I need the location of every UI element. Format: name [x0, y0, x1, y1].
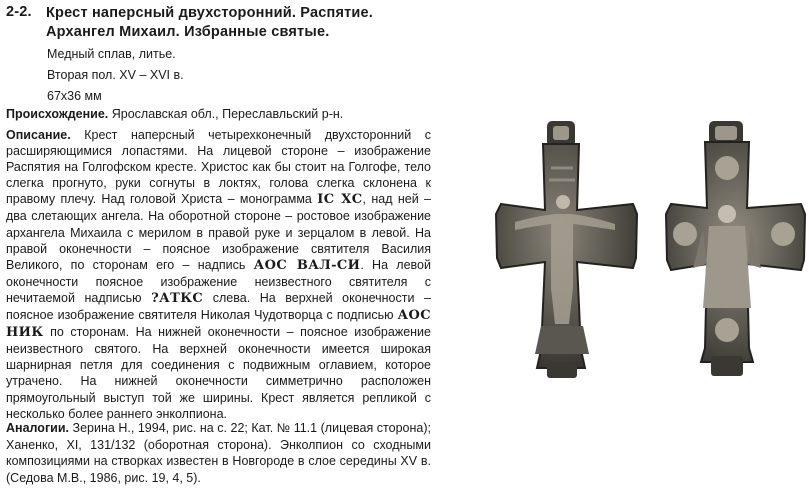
inscription-monogram: ІС ХС [317, 192, 363, 208]
analogies-label: Аналогии. [6, 421, 69, 435]
provenance [6, 106, 436, 122]
entry-material: Медный сплав, литье. [47, 47, 176, 61]
entry-size: 67х36 мм [47, 89, 102, 103]
entry-title: Крест наперсный двухсторонний. Распятие. Архангел Михаил. Избранные святые. [46, 5, 374, 40]
description-label: Описание. [6, 128, 71, 142]
description [6, 127, 431, 422]
entry-date: Вторая пол. XV – XVI в. [47, 68, 184, 82]
description-text-4: слева. На верхней оконечности – поясное изображение святителя Николая Чудотворца с подписью [6, 290, 431, 323]
crucifixion-cross-icon [493, 118, 641, 380]
description-text-1: Крест наперсный четырехконечный двухсторонний с расширяющимися лопастями. На лицевой стороне – изображение Распятия на Голгофском кресте. Христос как бы стоит на Голгофе, тело слегка прогнуто, руки согнуты в локтях, голова слегка склонена к правому плечу. Над головой Христа – монограмма [6, 128, 432, 207]
description-text-3: . На левой оконечности поясное изображение неизвестного святителя с нечитаемой надписью [6, 257, 431, 305]
cross-front-photo [493, 118, 641, 380]
inscription-nicholas: АОС НИК [6, 308, 431, 341]
inscription-basil: АОС ВАЛ-СИ [253, 257, 361, 273]
provenance-text: Ярославская обл., Переславльский р-н. [111, 107, 344, 121]
entry-number: 2-2. [6, 4, 32, 20]
archangel-cross-icon [663, 118, 809, 380]
analogies [6, 420, 431, 486]
cross-back-photo [663, 118, 809, 380]
inscription-unknown: ?АТКС [151, 290, 204, 306]
description-text-2: , над ней – два слетающих ангела. На оборотной стороне – ростовое изображение архангела Михаила с мерилом в правой руке и зерцалом в левой. На правой оконечности – поясное изображение святителя Василия Великого, по сторонам его – надпись [6, 192, 431, 272]
analogies-text: Зерина Н., 1994, рис. на с. 22; Кат. № 11.1 (лицевая сторона); Ханенко, XI, 131/132 (оборотная сторона). Энколпион со сходными композициями на створках известен в Новгороде в слое середины XV в. (Седова М.В., 1986, рис. 19, 4, 5). [6, 421, 431, 485]
description-text-5: по сторонам. На нижней оконечности – поясное изображение неизвестного святого. На верхней оконечности имеется широкая шарнирная петля для соединения с подвижным оглавием, которое утрачено. На нижней оконечности симметрично расположен прямоугольный выступ той же ширины. Крест является репликой с несколько более раннего энколпиона. [6, 325, 431, 421]
provenance-label: Происхождение. [6, 107, 109, 121]
